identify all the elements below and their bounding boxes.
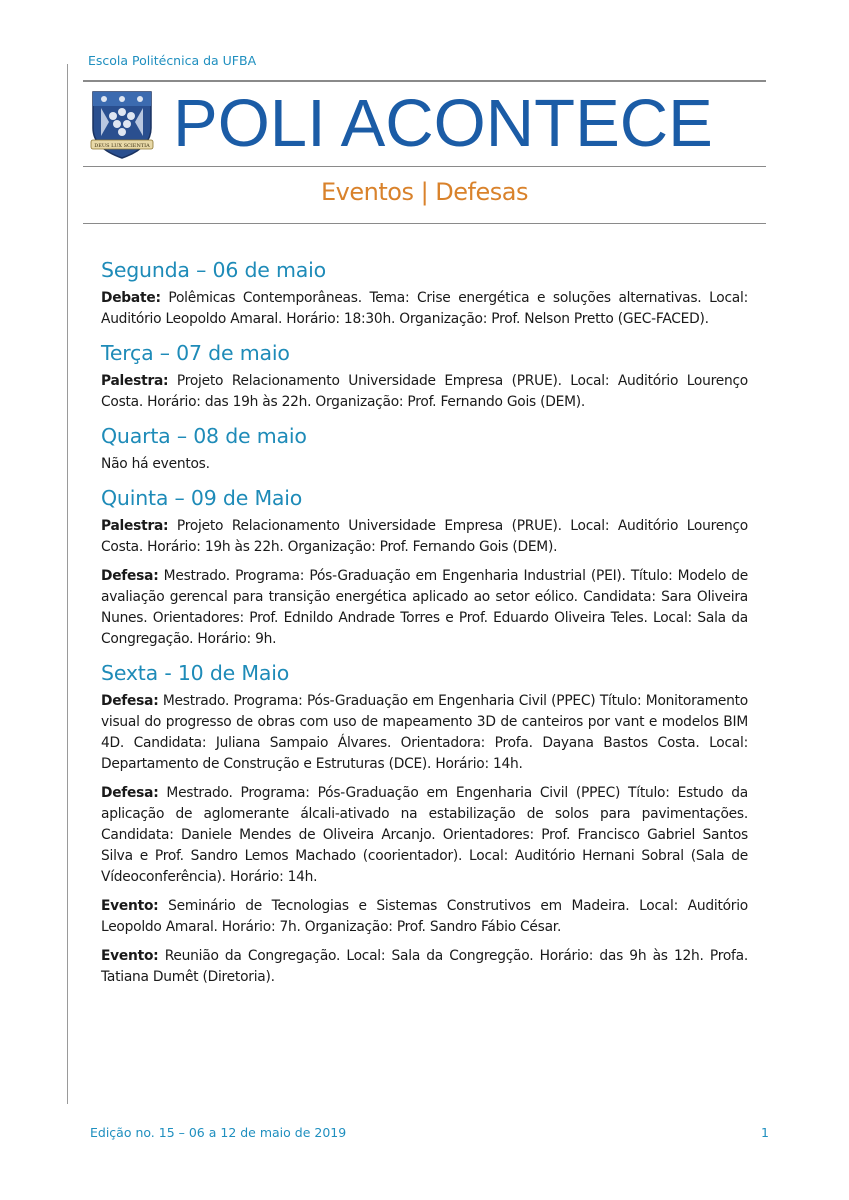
event-label: Evento: [101, 898, 159, 914]
event-text: Projeto Relacionamento Universidade Empresa (PRUE). Local: Auditório Lourenço Costa. Horário: das 19h às 22h. Organização: Prof. Fernando Gois (DEM). [101, 373, 748, 410]
day-heading-monday: Segunda – 06 de maio [101, 258, 326, 282]
event-text: Polêmicas Contemporâneas. Tema: Crise energética e soluções alternativas. Local: Auditório Leopoldo Amaral. Horário: 18:30h. Organização: Prof. Nelson Pretto (GEC-FACED). [101, 290, 748, 327]
event-label: Defesa: [101, 568, 159, 584]
day-heading-friday: Sexta - 10 de Maio [101, 661, 290, 685]
event-label: Evento: [101, 948, 159, 964]
page-number: 1 [761, 1125, 769, 1140]
top-rule [83, 80, 766, 82]
edition-footer: Edição no. 15 – 06 a 12 de maio de 2019 [90, 1125, 347, 1140]
event-label: Defesa: [101, 785, 159, 801]
event-label: Palestra: [101, 373, 169, 389]
event-entry [101, 288, 748, 330]
event-entry [101, 454, 748, 475]
ufba-crest-logo [89, 88, 155, 160]
event-entry [101, 371, 748, 413]
events-list [101, 256, 748, 988]
day-heading-thursday: Quinta – 09 de Maio [101, 486, 303, 510]
school-name: Escola Politécnica da UFBA [88, 53, 257, 68]
event-text: Mestrado. Programa: Pós-Graduação em Engenharia Civil (PPEC) Título: Monitoramento visual do progresso de obras com uso de mapeamento 3D de canteiros por vant e modelos BIM 4D. Candidata: Juliana Sampaio Álvares. Orientadora: Profa. Dayana Bastos Costa. Local: Departamento de Construção e Estruturas (DCE). Horário: 14h. [101, 693, 748, 772]
event-text: Reunião da Congregação. Local: Sala da Congregção. Horário: das 9h às 12h. Profa. Tatiana Dumêt (Diretoria). [101, 948, 748, 985]
masthead-title: POLI ACONTECE [173, 86, 713, 161]
event-text: Mestrado. Programa: Pós-Graduação em Engenharia Industrial (PEI). Título: Modelo de avaliação gerencal para transição energética aplicado ao setor eólico. Candidata: Sara Oliveira Nunes. Orientadores: Prof. Ednildo Andrade Torres e Prof. Eduardo Oliveira Teles. Local: Sala da Congregação. Horário: 9h. [101, 568, 748, 647]
event-text: Não há eventos. [101, 456, 210, 472]
left-margin-line [67, 64, 68, 1104]
masthead-rule [83, 166, 766, 167]
event-label: Debate: [101, 290, 161, 306]
event-text: Projeto Relacionamento Universidade Empresa (PRUE). Local: Auditório Lourenço Costa. Horário: 19h às 22h. Organização: Prof. Fernando Gois (DEM). [101, 518, 748, 555]
event-entry [101, 691, 748, 775]
subtitle-rule [83, 223, 766, 224]
svg-text:DEUS LUX SCIENTIA: DEUS LUX SCIENTIA [94, 143, 150, 149]
event-entry [101, 783, 748, 888]
event-entry [101, 516, 748, 558]
section-subtitle: Eventos | Defesas [321, 178, 528, 206]
event-entry [101, 946, 748, 988]
event-text: Mestrado. Programa: Pós-Graduação em Engenharia Civil (PPEC) Título: Estudo da aplicação de aglomerante álcali-ativado na estabilização de solos para pavimentações. Candidata: Daniele Mendes de Oliveira Arcanjo. Orientadores: Prof. Francisco Gabriel Santos Silva e Prof. Sandro Lemos Machado (coorientador). Local: Auditório Hernani Sobral (Sala de Vídeoconferência). Horário: 14h. [101, 785, 748, 885]
event-entry [101, 896, 748, 938]
event-label: Defesa: [101, 693, 159, 709]
day-heading-tuesday: Terça – 07 de maio [101, 341, 290, 365]
event-entry [101, 566, 748, 650]
event-text: Seminário de Tecnologias e Sistemas Construtivos em Madeira. Local: Auditório Leopoldo Amaral. Horário: 7h. Organização: Prof. Sandro Fábio César. [101, 898, 748, 935]
event-label: Palestra: [101, 518, 169, 534]
day-heading-wednesday: Quarta – 08 de maio [101, 424, 307, 448]
